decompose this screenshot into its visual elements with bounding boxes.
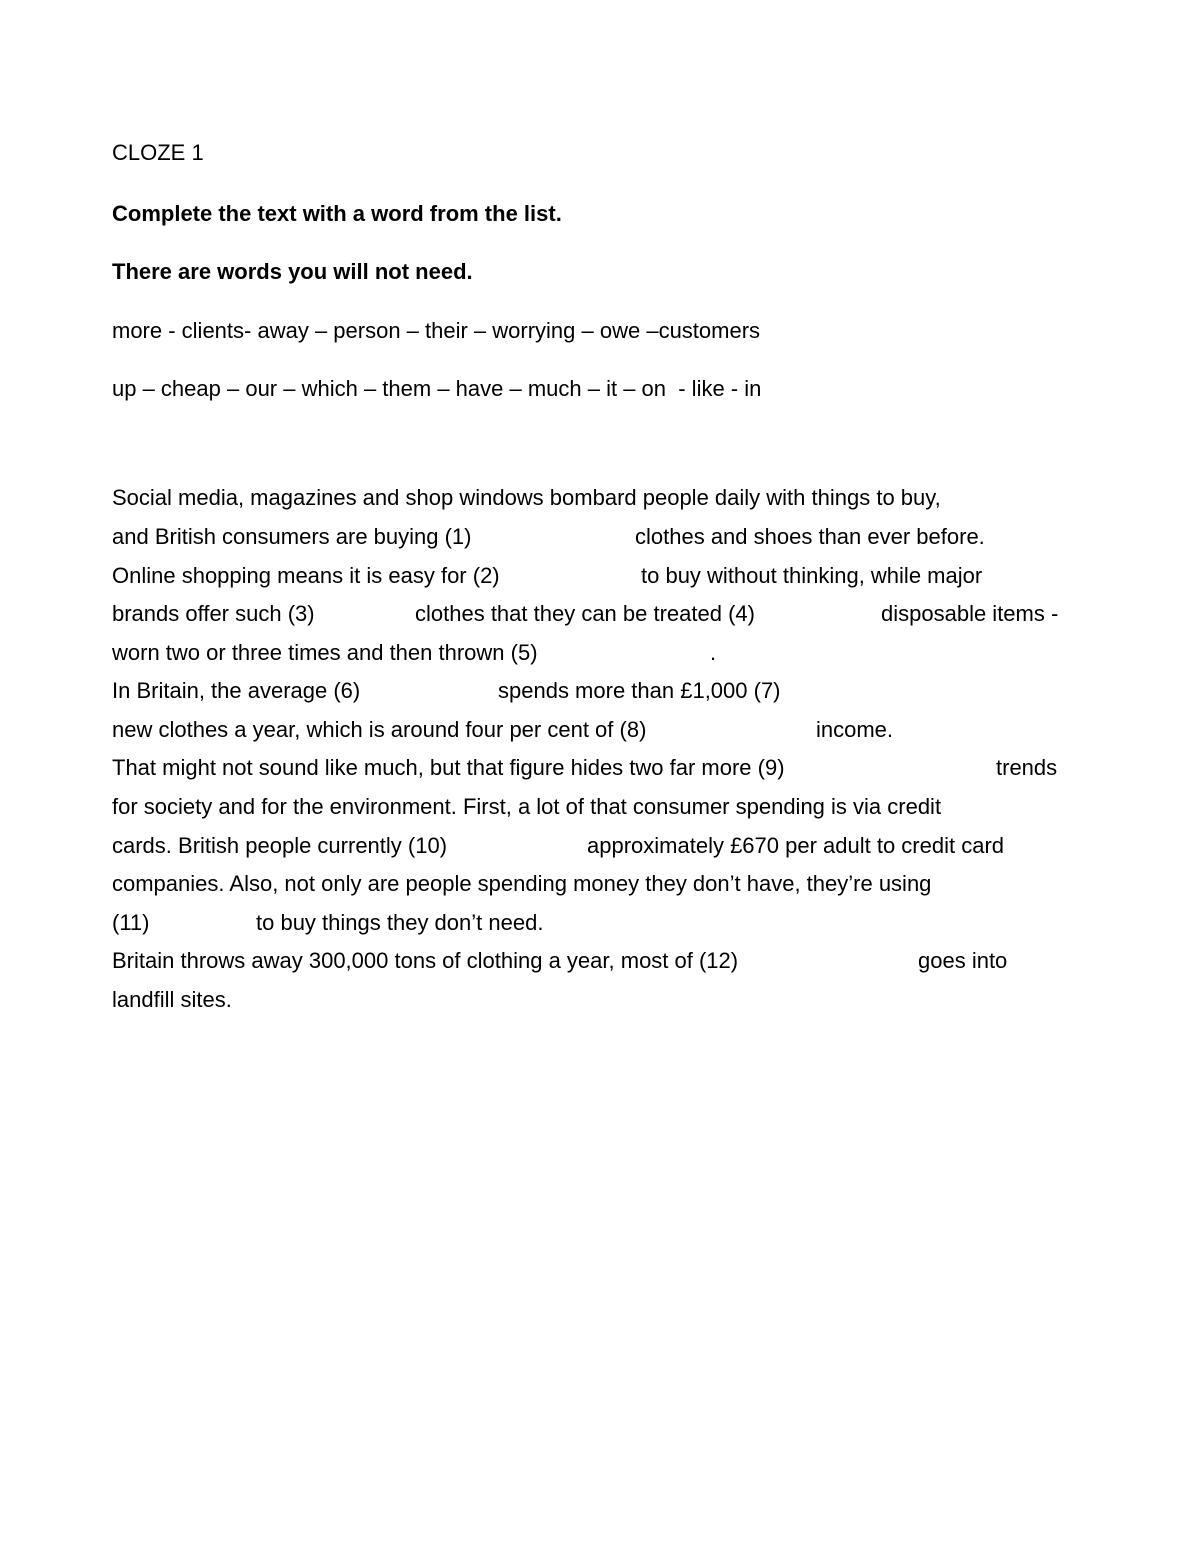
text-segment: trends xyxy=(996,755,1058,780)
text-line xyxy=(112,792,1102,822)
text-segment: disposable items - xyxy=(881,601,1059,626)
text-segment: That might not sound like much, but that figure hides two far more (9) xyxy=(112,755,785,780)
text-line xyxy=(112,561,1102,591)
text-line xyxy=(112,483,1102,513)
word-list-line: more - clients- away – person – their – worrying – owe –customers xyxy=(112,318,761,343)
text-segment: income. xyxy=(816,717,894,742)
text-segment: landfill sites. xyxy=(112,987,232,1012)
text-line xyxy=(112,869,1102,899)
text-segment: Britain throws away 300,000 tons of clothing a year, most of (12) xyxy=(112,948,739,973)
instruction-line: Complete the text with a word from the list. xyxy=(112,201,562,226)
text-segment: goes into xyxy=(918,948,1008,973)
text-segment: worn two or three times and then thrown (5) xyxy=(112,640,538,665)
text-segment: brands offer such (3) xyxy=(112,601,315,626)
text-segment: clothes and shoes than ever before. xyxy=(635,524,985,549)
text-line xyxy=(112,908,1102,938)
text-segment: for society and for the environment. First, a lot of that consumer spending is via credit xyxy=(112,794,942,819)
word-list-line: up – cheap – our – which – them – have – much – it – on - like - in xyxy=(112,376,762,401)
text-line xyxy=(112,753,1102,783)
text-segment: cards. British people currently (10) xyxy=(112,833,448,858)
text-line xyxy=(112,831,1102,861)
text-segment: clothes that they can be treated (4) xyxy=(415,601,755,626)
text-segment: companies. Also, not only are people spending money they don’t have, they’re using xyxy=(112,871,932,896)
text-segment: new clothes a year, which is around four per cent of (8) xyxy=(112,717,647,742)
text-segment: . xyxy=(710,640,717,665)
text-line xyxy=(112,985,1102,1015)
text-segment: (11) xyxy=(112,910,150,935)
text-line xyxy=(112,522,1102,552)
text-segment: spends more than £1,000 (7) xyxy=(498,678,781,703)
text-line xyxy=(112,676,1102,706)
instruction-line: There are words you will not need. xyxy=(112,259,473,284)
text-line xyxy=(112,715,1102,745)
text-segment: to buy things they don’t need. xyxy=(256,910,544,935)
text-line xyxy=(112,599,1102,629)
text-segment: In Britain, the average (6) xyxy=(112,678,361,703)
text-segment: to buy without thinking, while major xyxy=(641,563,983,588)
text-segment: and British consumers are buying (1) xyxy=(112,524,472,549)
page-title: CLOZE 1 xyxy=(112,140,204,165)
text-line xyxy=(112,638,1102,668)
text-line xyxy=(112,946,1102,976)
text-segment: Social media, magazines and shop windows bombard people daily with things to buy, xyxy=(112,485,941,510)
text-segment: Online shopping means it is easy for (2) xyxy=(112,563,500,588)
text-segment: approximately £670 per adult to credit card xyxy=(587,833,1005,858)
